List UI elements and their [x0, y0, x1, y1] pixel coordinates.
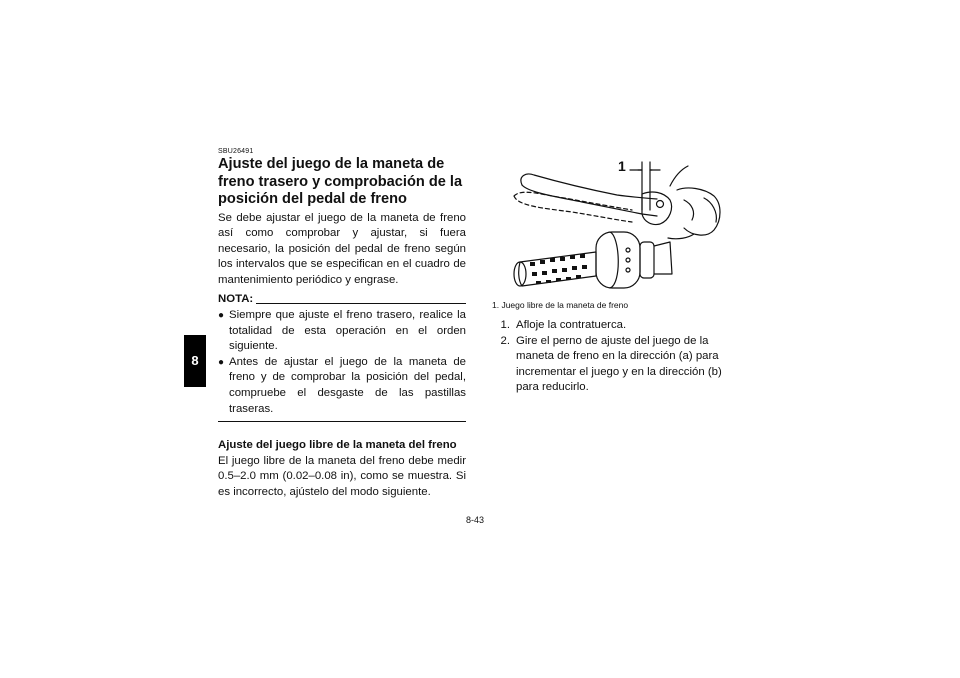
chapter-tab: 8 — [184, 335, 206, 387]
bullet-icon: ● — [218, 310, 225, 322]
brake-lever-drawing — [492, 150, 742, 296]
bullet-icon: ● — [218, 356, 225, 368]
section-code: SBU26491 — [218, 148, 254, 155]
left-column — [218, 148, 466, 501]
step-text: Afloje la contratuerca. — [516, 319, 627, 331]
figure-caption: 1. Juego libre de la maneta de freno — [492, 300, 629, 310]
page-number: 8-43 — [466, 515, 485, 525]
subsection-title: Ajuste del juego libre de la maneta del freno — [218, 439, 457, 452]
nota-item — [218, 308, 466, 355]
nota-item-text: Siempre que ajuste el freno trasero, realice la totalidad de esta operación en el orden siguiente. — [229, 309, 466, 353]
steps-list — [492, 318, 742, 396]
nota-rule — [256, 303, 466, 304]
step-number: 1. — [500, 319, 510, 331]
intro-paragraph: Se debe ajustar el juego de la maneta de freno así como comprobar y ajustar, si fuera necesario, la posición del pedal de freno según los intervalos que se especifican en el cuadro de mantenimiento periódico y engrase. — [218, 211, 466, 286]
nota-item-text: Antes de ajustar el juego de la maneta de freno y de comprobar la posición del pedal, compruebe el desgaste de las pastillas traseras. — [229, 355, 466, 415]
step-item — [492, 334, 742, 396]
right-column — [492, 150, 742, 396]
brake-lever-illustration — [492, 150, 742, 296]
nota-label: NOTA: — [218, 293, 254, 306]
nota-box — [218, 292, 466, 422]
nota-item — [218, 355, 466, 417]
step-item — [492, 318, 742, 334]
nota-header — [218, 292, 466, 308]
step-number: 2. — [500, 334, 510, 347]
subsection-paragraph: El juego libre de la maneta del freno debe medir 0.5–2.0 mm (0.02–0.08 in), como se muestra. Si es incorrecto, ajústelo del modo siguiente. — [218, 454, 466, 498]
section-title: Ajuste del juego de la maneta de freno trasero y comprobación de la posición del pedal de freno — [218, 156, 463, 207]
figure-callout: 1 — [618, 158, 626, 174]
step-text: Gire el perno de ajuste del juego de la maneta de freno en la dirección (a) para incrementar el juego y en la dirección (b) para reducirlo. — [516, 334, 722, 394]
